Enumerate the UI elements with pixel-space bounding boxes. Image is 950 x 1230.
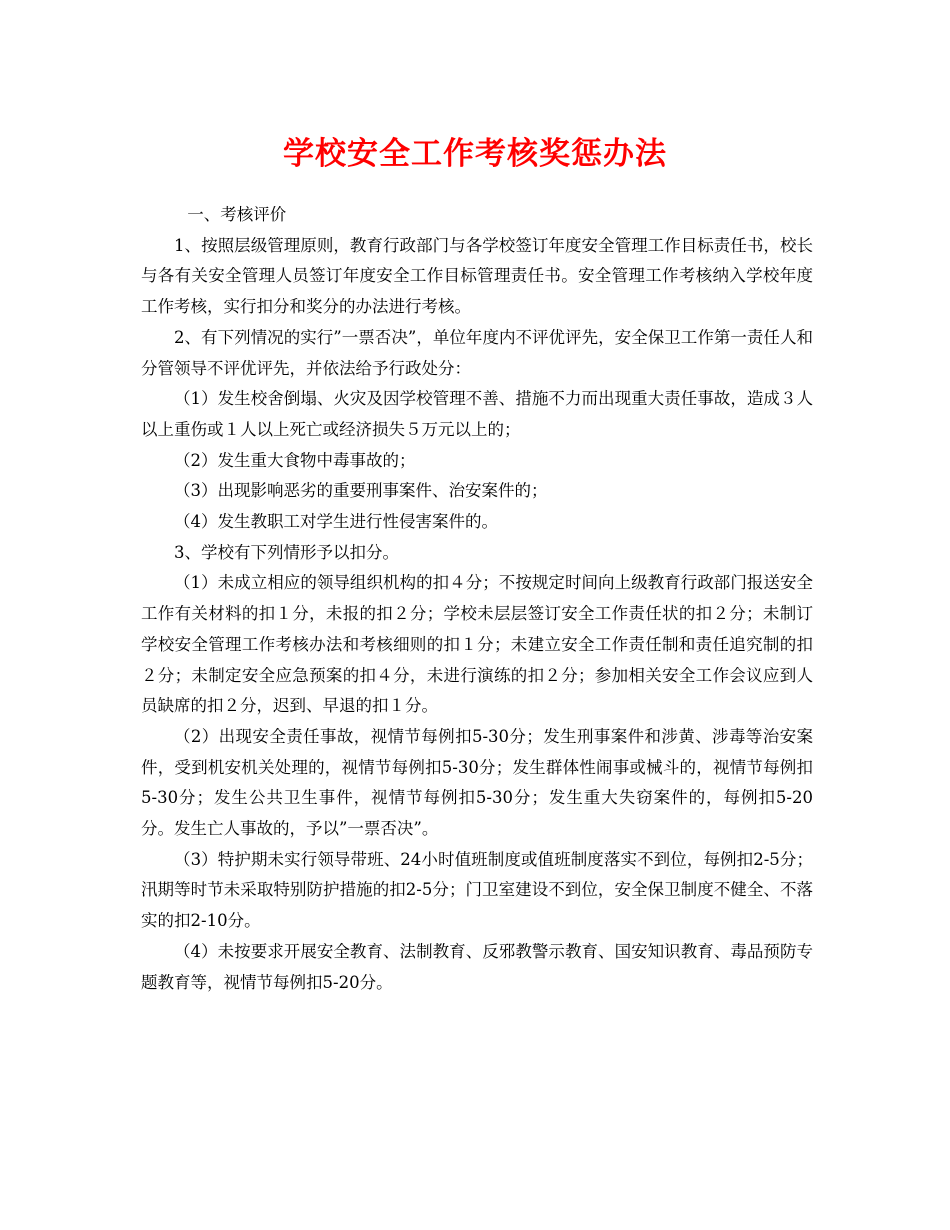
- paragraph-subitem-2-4: （4）发生教职工对学生进行性侵害案件的。: [174, 512, 498, 532]
- document-title: 学校安全工作考核奖惩办法: [283, 136, 667, 172]
- paragraph-subitem-3-1: （1）未成立相应的领导组织机构的扣４分；不按规定时间向上级教育行政部门报送安全工作有关材料的扣１分，未报的扣２分；学校未层层签订安全工作责任状的扣２分；未制订学校安全管理工作考核办法和考核细则的扣１分；未建立安全工作责任制和责任追究制的扣２分；未制定安全应急预案的扣４分，未进行演练的扣２分；参加相关安全工作会议应到人员缺席的扣２分，迟到、早退的扣１分。: [141, 573, 813, 716]
- paragraph-subitem-3-3: （3）特护期未实行领导带班、24小时值班制度或值班制度落实不到位，每例扣2-5分；汛期等时节未采取特别防护措施的扣2-5分；门卫室建设不到位，安全保卫制度不健全、不落实的扣2-10分。: [141, 849, 813, 931]
- paragraph-item-2: 2、有下列情况的实行”一票否决”，单位年度内不评优评先，安全保卫工作第一责任人和分管领导不评优评先，并依法给予行政处分：: [141, 327, 813, 378]
- paragraph-subitem-2-2: （2）发生重大食物中毒事故的；: [174, 450, 416, 470]
- paragraph-subitem-2-3: （3）出现影响恶劣的重要刑事案件、治安案件的；: [174, 481, 548, 501]
- document-body: [141, 200, 813, 998]
- paragraph-subitem-3-4: （4）未按要求开展安全教育、法制教育、反邪教警示教育、国安知识教育、毒品预防专题教育等，视情节每例扣5-20分。: [141, 941, 813, 992]
- paragraph-subitem-2-1: （1）发生校舍倒塌、火灾及因学校管理不善、措施不力而出现重大责任事故，造成３人以上重伤或１人以上死亡或经济损失５万元以上的；: [141, 389, 813, 439]
- paragraph-subitem-3-2: （2）出现安全责任事故，视情节每例扣5-30分；发生刑事案件和涉黄、涉毒等治安案件，受到机安机关处理的，视情节每例扣5-30分；发生群体性闹事或械斗的，视情节每例扣5-30分；发生公共卫生事件，视情节每例扣5-30分；发生重大失窃案件的，每例扣5-20分。发生亡人事故的，予以”一票否决”。: [141, 726, 813, 839]
- section-heading-evaluation: 一、考核评价: [187, 205, 287, 224]
- paragraph-item-3: 3、学校有下列情形予以扣分。: [174, 542, 399, 562]
- paragraph-item-1: 1、按照层级管理原则，教育行政部门与各学校签订年度安全管理工作目标责任书，校长与各有关安全管理人员签订年度安全工作目标管理责任书。安全管理工作考核纳入学校年度工作考核，实行扣分和奖分的办法进行考核。: [141, 235, 813, 317]
